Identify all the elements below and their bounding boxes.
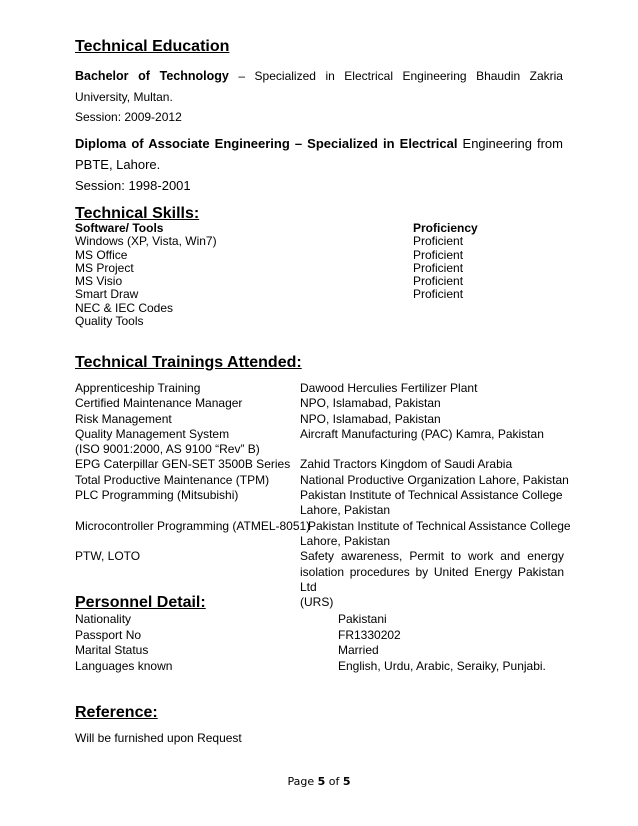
- diploma-description: Engineering from PBTE, Lahore.: [75, 136, 563, 172]
- diploma-title: Diploma of Associate Engineering – Specialized in Electrical: [75, 136, 458, 151]
- training-place: Aircraft Manufacturing (PAC) Kamra, Pakistan: [300, 426, 544, 441]
- training-course: Risk Management: [75, 411, 172, 426]
- footer-prefix: Page: [287, 775, 318, 788]
- training-place: Pakistan Institute of Technical Assistance College: [308, 518, 571, 533]
- skill-level: Proficient: [413, 260, 464, 275]
- training-course: PLC Programming (Mitsubishi): [75, 488, 239, 503]
- training-place: Dawood Herculies Fertilizer Plant: [300, 381, 478, 395]
- training-place: Safety awareness, Permit to work and energy: [300, 549, 564, 564]
- page-footer: [0, 775, 638, 788]
- trainings-heading: Technical Trainings Attended:: [75, 354, 302, 371]
- training-course: Apprenticeship Training: [75, 381, 201, 395]
- training-place: isolation procedures by United Energy Pakistan Ltd: [300, 564, 564, 594]
- skills-proficiency-header: Proficiency: [413, 221, 478, 235]
- training-place: Pakistan Institute of Technical Assistance College: [300, 488, 563, 503]
- skills-proficiency-column: [413, 222, 478, 302]
- personal-value: FR1330202: [338, 627, 401, 642]
- personal-label: Languages known: [75, 658, 173, 673]
- skills-tool-column: [75, 222, 217, 328]
- skill-tool: Quality Tools: [75, 314, 144, 329]
- footer-current-page: 5: [317, 775, 326, 788]
- trainings-place-column: [300, 381, 571, 610]
- personal-value-column: [338, 612, 546, 674]
- personal-label: Nationality: [75, 612, 132, 626]
- training-course: Total Productive Maintenance (TPM): [75, 472, 270, 487]
- training-course: Microcontroller Programming (ATMEL-8051): [75, 518, 311, 533]
- training-course-note: (ISO 9001:2000, AS 9100 “Rev” B): [75, 442, 260, 457]
- skill-level: Proficient: [413, 287, 464, 302]
- training-place: Lahore, Pakistan: [300, 503, 391, 518]
- diploma-entry: [75, 133, 563, 175]
- footer-total-pages: 5: [342, 775, 351, 788]
- training-place: (URS): [300, 595, 334, 610]
- diploma-session: Session: 1998-2001: [75, 178, 191, 193]
- personal-label: Marital Status: [75, 643, 149, 658]
- skills-heading: Technical Skills:: [75, 205, 200, 222]
- personal-label: Passport No: [75, 627, 142, 642]
- skill-tool: Smart Draw: [75, 287, 139, 302]
- bachelor-title: Bachelor of Technology: [75, 69, 229, 83]
- personal-label-column: [75, 612, 172, 674]
- skill-level: Proficient: [413, 234, 464, 249]
- skill-tool: Windows (XP, Vista, Win7): [75, 234, 217, 249]
- skill-tool: MS Visio: [75, 274, 123, 289]
- trainings-course-column: [75, 381, 311, 565]
- skill-level: Proficient: [413, 274, 464, 289]
- training-place: NPO, Islamabad, Pakistan: [300, 396, 441, 411]
- training-course: EPG Caterpillar GEN-SET 3500B Series: [75, 457, 291, 472]
- reference-heading: Reference:: [75, 704, 158, 721]
- skills-tool-header: Software/ Tools: [75, 221, 164, 235]
- personal-value: Pakistani: [338, 612, 387, 626]
- skill-tool: MS Office: [75, 247, 128, 262]
- skill-level: Proficient: [413, 247, 464, 262]
- personal-value: Married: [338, 643, 379, 658]
- skill-tool: MS Project: [75, 260, 134, 275]
- training-place: NPO, Islamabad, Pakistan: [300, 411, 441, 426]
- education-heading: Technical Education: [75, 38, 230, 55]
- bachelor-session: Session: 2009-2012: [75, 110, 182, 124]
- training-course: Quality Management System: [75, 426, 230, 441]
- footer-middle: of: [325, 775, 343, 788]
- personal-heading: Personnel Detail:: [75, 594, 206, 611]
- training-place: Lahore, Pakistan: [300, 533, 391, 548]
- personal-value: English, Urdu, Arabic, Seraiky, Punjabi.: [338, 658, 546, 673]
- training-course: Certified Maintenance Manager: [75, 396, 243, 411]
- training-course: PTW, LOTO: [75, 549, 141, 564]
- skill-tool: NEC & IEC Codes: [75, 300, 174, 315]
- bachelor-entry: [75, 66, 563, 108]
- training-place: Zahid Tractors Kingdom of Saudi Arabia: [300, 457, 513, 472]
- training-place: National Productive Organization Lahore, Pakistan: [300, 472, 569, 487]
- bachelor-description: – Specialized in Electrical Engineering Bhaudin Zakria University, Multan.: [75, 69, 563, 104]
- reference-text: Will be furnished upon Request: [75, 731, 242, 745]
